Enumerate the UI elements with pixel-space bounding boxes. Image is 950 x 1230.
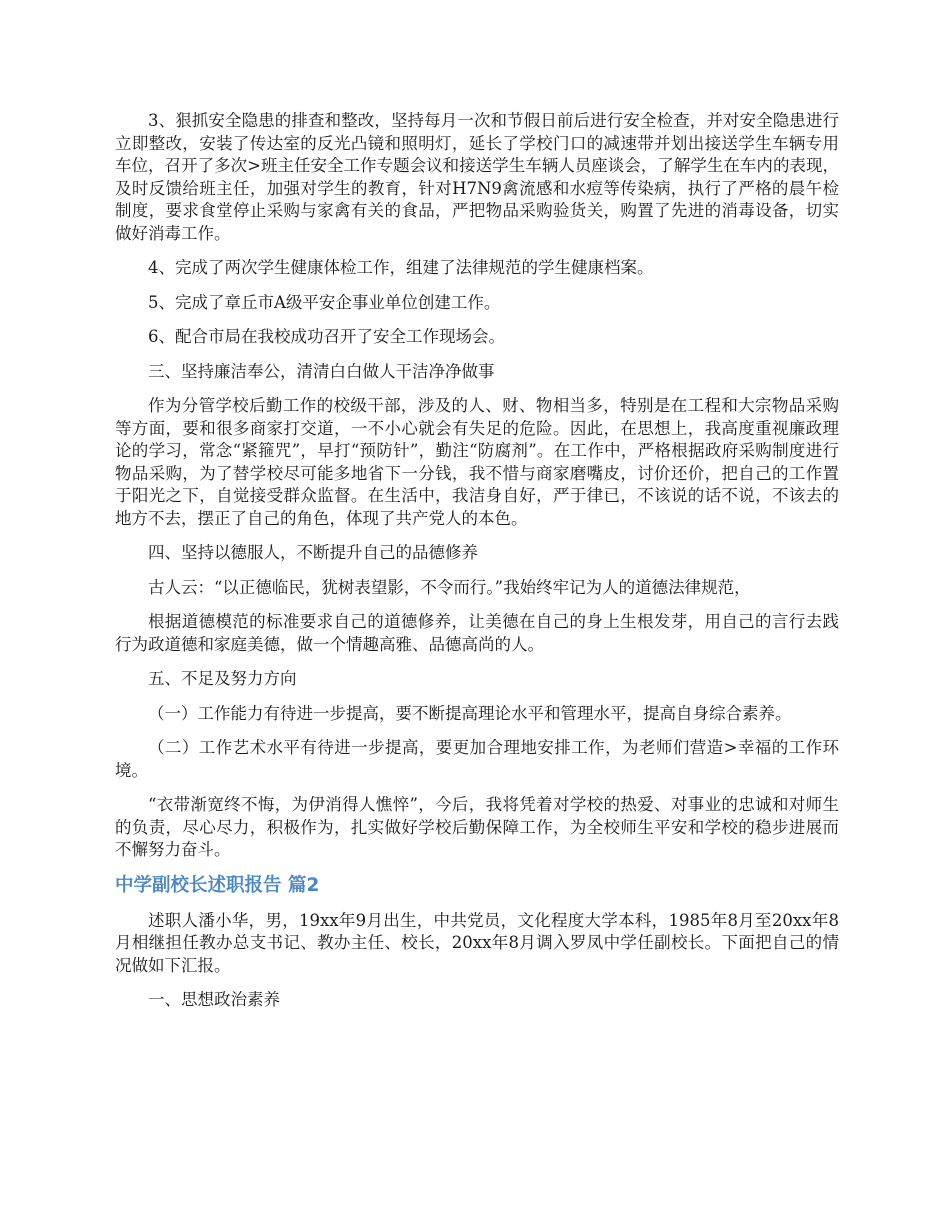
paragraph-introduction: 述职人潘小华，男，19xx年9月出生，中共党员，文化程度大学本科，1985年8月至20xx年8月相继担任教办总支书记、教办主任、校长，20xx年8月调入罗凤中学任副校长。下面把自己的情况做如下汇报。	[115, 910, 839, 975]
paragraph-safety-meeting: 6、配合市局在我校成功召开了安全工作现场会。	[148, 327, 505, 346]
paragraph-shortcoming-1: （一）工作能力有待进一步提高，要不断提高理论水平和管理水平，提高自身综合素养。	[148, 703, 792, 723]
paragraph-integrity: 作为分管学校后勤工作的校级干部，涉及的人、财、物相当多，特别是在工程和大宗物品采购等方面，要和很多商家打交道，一不小心就会有失足的危险。因此，在思想上，我高度重视廉政理论的学习，常念“紧箍咒”，早打“预防针”，勤注“防腐剂”。在工作中，严格根据政府采购制度进行物品采购，为了替学校尽可能多地省下一分钱，我不惜与商家磨嘴皮，讨价还价，把自己的工作置于阳光之下，自觉接受群众监督。在生活中，我洁身自好，严于律已，不该说的话不说，不该去的地方不去，摆正了自己的角色，体现了共产党人的本色。	[115, 396, 839, 528]
paragraph-morality: 根据道德模范的标准要求自己的道德修养，让美德在自己的身上生根发芽，用自己的言行去践行为政道德和家庭美德，做一个情趣高雅、品德高尚的人。	[115, 612, 839, 654]
paragraph-safe-unit: 5、完成了章丘市A级平安企事业单位创建工作。	[148, 292, 501, 312]
document-body	[115, 110, 839, 1024]
paragraph-health-checkup: 4、完成了两次学生健康体检工作，组建了法律规范的学生健康档案。	[148, 258, 654, 277]
paragraph-safety-inspection: 3、狠抓安全隐患的排查和整改，坚持每月一次和节假日前后进行安全检查，并对安全隐患进行立即整改，安装了传达室的反光凸镜和照明灯，延长了学校门口的减速带并划出接送学生车辆专用车位，召开了多次>班主任安全工作专题会议和接送学生车辆人员座谈会，了解学生在车内的表现，及时反馈给班主任，加强对学生的教育，针对H7N9禽流感和水痘等传染病，执行了严格的晨午检制度，要求食堂停止采购与家禽有关的食品，严把物品采购验货关，购置了先进的消毒设备，切实做好消毒工作。	[115, 111, 839, 243]
paragraph-shortcoming-2: （二）工作艺术水平有待进一步提高，要更加合理地安排工作，为老师们营造>幸福的工作环境。	[115, 738, 839, 780]
paragraph-quote: 古人云：“以正德临民，犹树表望影，不令而行。”我始终牢记为人的道德法律规范，	[148, 577, 751, 597]
subheading-integrity: 三、坚持廉洁奉公，清清白白做人干洁净净做事	[148, 361, 495, 381]
subheading-shortcomings: 五、不足及努力方向	[148, 669, 297, 688]
paragraph-conclusion: “衣带渐宽终不悔，为伊消得人憔悴”，今后，我将凭着对学校的热爱、对事业的忠诚和对师生的负责，尽心尽力，积极作为，扎实做好学校后勤保障工作，为全校师生平安和学校的稳步进展而不懈努力奋斗。	[115, 795, 839, 859]
subheading-morality: 四、坚持以德服人，不断提升自己的品德修养	[148, 543, 478, 562]
subheading-political: 一、思想政治素养	[148, 990, 280, 1009]
section-heading: 中学副校长述职报告 篇2	[115, 874, 320, 896]
